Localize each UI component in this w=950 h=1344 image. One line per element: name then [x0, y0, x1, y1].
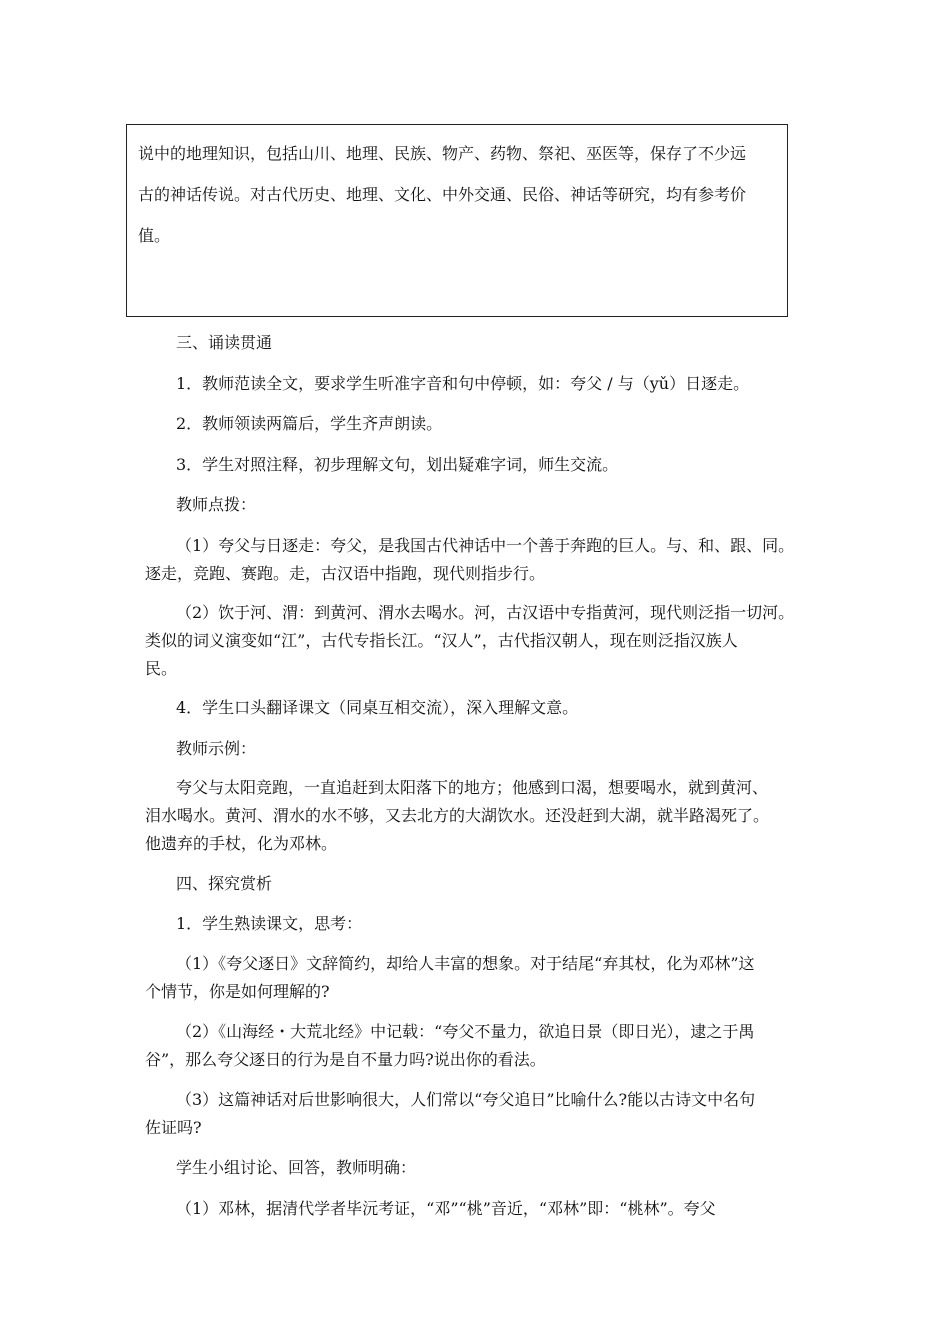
paragraph-line: 佐证吗?	[145, 1118, 202, 1137]
paragraph-line: （2）《山海经・大荒北经》中记载：“夸父不量力，欲追日景（即日光），逮之于禺	[176, 1022, 755, 1041]
section-heading: 四、探究赏析	[176, 874, 273, 893]
section-heading: 三、诵读贯通	[176, 333, 273, 352]
paragraph-line: 民。	[145, 659, 178, 678]
paragraph-line: 1．教师范读全文，要求学生听准字音和句中停顿，如：夸父 / 与（yǔ）日逐走。	[176, 374, 750, 393]
paragraph-line: 泪水喝水。黄河、渭水的水不够，又去北方的大湖饮水。还没赶到大湖，就半路渴死了。	[145, 806, 770, 825]
paragraph-line: 4．学生口头翻译课文（同桌互相交流），深入理解文意。	[176, 698, 579, 717]
paragraph-line: 1．学生熟读课文，思考：	[176, 914, 363, 933]
paragraph-line: 类似的词义演变如“江”，古代专指长江。“汉人”，古代指汉朝人，现在则泛指汉族人	[145, 631, 738, 650]
paragraph-line: 谷”，那么夸父逐日的行为是自不量力吗?说出你的看法。	[145, 1050, 546, 1069]
paragraph-line: （3）这篇神话对后世影响很大，人们常以“夸父追日”比喻什么?能以古诗文中名句	[176, 1090, 756, 1109]
paragraph-line: （1）夸父与日逐走：夸父，是我国古代神话中一个善于奔跑的巨人。与、和、跟、同。	[176, 536, 795, 555]
paragraph-line: 夸父与太阳竞跑，一直追赶到太阳落下的地方；他感到口渴，想要喝水，就到黄河、	[176, 778, 769, 797]
paragraph-line: 教师点拨：	[176, 495, 257, 514]
paragraph-line: 学生小组讨论、回答，教师明确：	[176, 1158, 417, 1177]
paragraph-line: 逐走，竞跑、赛跑。走，古汉语中指跑，现代则指步行。	[145, 564, 546, 583]
paragraph-line: 3．学生对照注释，初步理解文句，划出疑难字词，师生交流。	[176, 455, 619, 474]
paragraph-line: 教师示例：	[176, 739, 257, 758]
box-text-line: 值。	[138, 226, 171, 245]
paragraph-line: （1）邓林，据清代学者毕沅考证，“邓”“桃”音近，“邓林”即：“桃林”。夸父	[176, 1199, 716, 1218]
paragraph-line: （2）饮于河、渭：到黄河、渭水去喝水。河，古汉语中专指黄河，现代则泛指一切河。	[176, 603, 795, 622]
paragraph-line: 他遗弃的手杖，化为邓林。	[145, 834, 338, 853]
paragraph-line: （1）《夸父逐日》文辞简约，却给人丰富的想象。对于结尾“弃其杖，化为邓林”这	[176, 954, 755, 973]
box-text-line: 古的神话传说。对古代历史、地理、文化、中外交通、民俗、神话等研究，均有参考价	[138, 185, 747, 204]
box-text-line: 说中的地理知识，包括山川、地理、民族、物产、药物、祭祀、巫医等，保存了不少远	[138, 144, 747, 163]
info-box	[126, 124, 788, 317]
paragraph-line: 个情节，你是如何理解的?	[145, 982, 330, 1001]
paragraph-line: 2．教师领读两篇后，学生齐声朗读。	[176, 414, 443, 433]
